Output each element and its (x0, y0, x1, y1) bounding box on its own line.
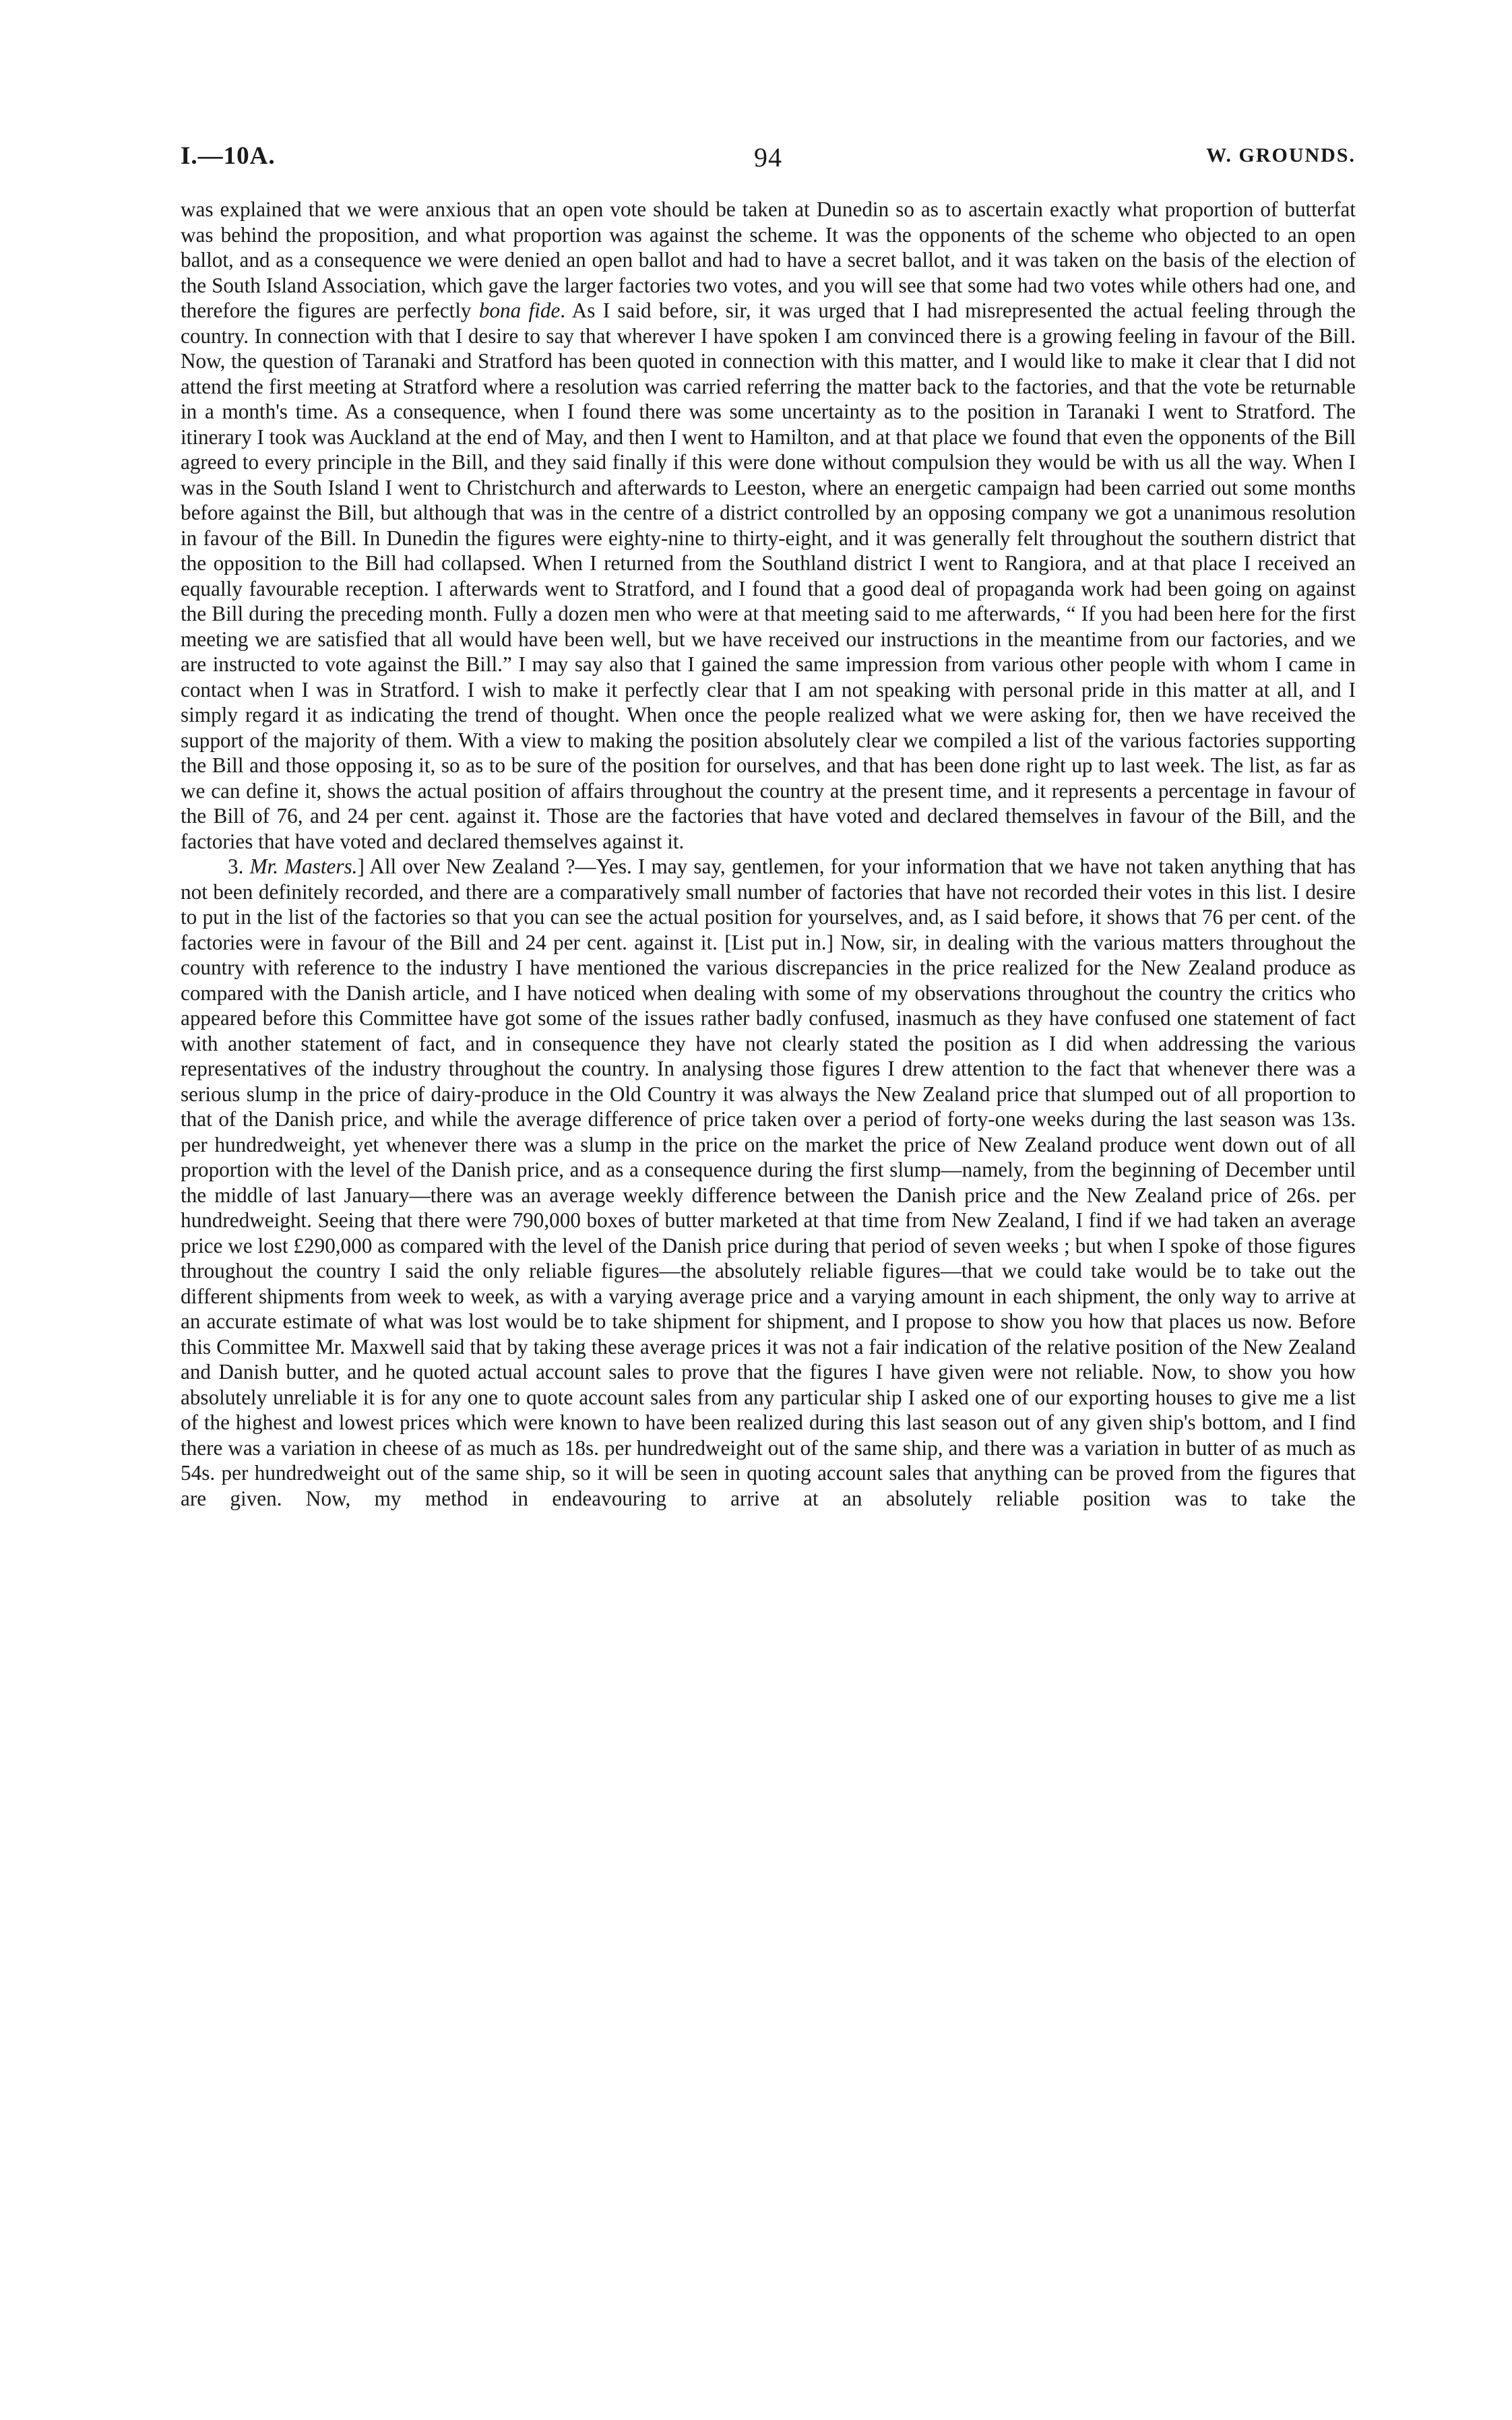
paragraph-text: All over New Zealand ?—Yes. I may say, gentlemen, for your information that we have not taken anything that has not been definitely recorded, and there are a comparatively small number of factories that have not recorded their votes in this list. I desire to put in the list of the factories so that you can see the actual position for yourselves, and, as I said before, it shows that 76 per cent. of the factories were in favour of the Bill and 24 per cent. against it. [List put in.] Now, sir, in dealing with the various matters throughout the country with reference to the industry I have mentioned the various discrepancies in the price realized for the New Zealand produce as compared with the Danish article, and I have noticed when dealing with some of my observations throughout the country the critics who appeared before this Committee have got some of the issues rather badly confused, inasmuch as they have confused one statement of fact with another statement of fact, and in consequence they have not clearly stated the position as I did when addressing the various representatives of the industry throughout the country. In analysing those figures I drew attention to the fact that whenever there was a serious slump in the price of dairy-produce in the Old Country it was always the New Zealand price that slumped out of all proportion to that of the Danish price, and while the average difference of price taken over a period of forty-one weeks during the last season was 13s. per hundredweight, yet whenever there was a slump in the price on the market the price of New Zealand produce went down out of all proportion with the level of the Danish price, and as a consequence during the first slump—namely, from the beginning of December until the middle of last January—there was an average weekly difference between the Danish price and the New Zealand price of 26s. per hundredweight. Seeing that there were 790,000 boxes of butter marketed at that time from New Zealand, I find if we had taken an average price we lost £290,000 as compared with the level of the Danish price during that period of seven weeks ; but when I spoke of those figures throughout the country I said the only reliable figures—the absolutely reliable figures—that we could take would be to take out the different shipments from week to week, as with a varying average price and a varying amount in each shipment, the only way to arrive at an accurate estimate of what was lost would be to take shipment for shipment, and I propose to show you how that places us now. Before this Committee Mr. Maxwell said that by taking these average prices it was not a fair indication of the relative position of the New Zealand and Danish butter, and he quoted actual account sales to prove that the figures I have given were not reliable. Now, to show you how absolutely unreliable it is for any one to quote account sales from any particular ship I asked one of our exporting houses to give me a list of the highest and lowest prices which were known to have been realized during this last season out of any given ship's bottom, and I find there was a variation in cheese of as much as 18s. per hundredweight out of the same ship, and there was a variation in butter of as much as 54s. per hundredweight out of the same ship, so it will be seen in quoting account sales that anything can be proved from the figures that are given. Now, my method in endeavouring to arrive at an absolutely reliable position was to take the (181, 855, 1356, 1510)
header-witness-name: W. GROUNDS. (1206, 144, 1356, 166)
body-text (181, 197, 1356, 1511)
page-header (181, 142, 1356, 182)
header-document-reference: I.—10A. (181, 142, 276, 170)
paragraph-text-after: . As I said before, sir, it was urged that I had misrepresented the actual feeling through the country. In connection with that I desire to say that wherever I have spoken I am convinced there is a growing feeling in favour of the Bill. Now, the question of Taranaki and Stratford has been quoted in connection with this matter, and I would like to make it clear that I did not attend the first meeting at Stratford where a resolution was carried referring the matter back to the factories, and that the vote be returnable in a month's time. As a consequence, when I found there was some uncertainty as to the position in Taranaki I went to Stratford. The itinerary I took was Auckland at the end of May, and then I went to Hamilton, and at that place we found that even the opponents of the Bill agreed to every principle in the Bill, and they said finally if this were done without compulsion they would be with us all the way. When I was in the South Island I went to Christchurch and afterwards to Leeston, where an energetic campaign had been carried out some months before against the Bill, but although that was in the centre of a district controlled by an opposing company we got a unanimous resolution in favour of the Bill. In Dunedin the figures were eighty-nine to thirty-eight, and it was generally felt throughout the southern district that the opposition to the Bill had collapsed. When I returned from the Southland district I went to Rangiora, and at that place I received an equally favourable reception. I afterwards went to Stratford, and I found that a good deal of propaganda work had been going on against the Bill during the preceding month. Fully a dozen men who were at that meeting said to me afterwards, “ If you had been here for the first meeting we are satisfied that all would have been well, but we have received our instructions in the meantime from our factories, and we are instructed to vote against the Bill.” I may say also that I gained the same impression from various other people with whom I came in contact when I was in Stratford. I wish to make it perfectly clear that I am not speaking with personal pride in this matter at all, and I simply regard it as indicating the trend of thought. When once the people realized what we were asking for, then we have received the support of the majority of them. With a view to making the position absolutely clear we compiled a list of the various factories supporting the Bill and those opposing it, so as to be sure of the position for ourselves, and that has been done right up to last week. The list, as far as we can define it, shows the actual position of affairs throughout the country at the present time, and it represents a percentage in favour of the Bill of 76, and 24 per cent. against it. Those are the factories that have voted and declared themselves in favour of the Bill, and the factories that have voted and declared themselves against it. (181, 299, 1356, 853)
speaker-name: Mr. Masters. (249, 855, 358, 878)
paragraph-text: was explained that we were anxious that an open vote should be taken at Dunedin so as to ascertain exactly what proportion of butterfat was behind the proposition, and what proportion was against the scheme. It was the opponents of the scheme who objected to an open ballot, and as a consequence we were denied an open ballot and had to have a secret ballot, and it was taken on the basis of the election of the South Island Association, which gave the larger factories two votes, and you will see that some had two votes while others had one, and therefore the figures are perfectly (181, 197, 1356, 322)
speaker-bracket: ] (357, 855, 365, 878)
italic-phrase: bona fide (478, 299, 561, 322)
paragraph-question-3 (181, 854, 1356, 1511)
document-page (181, 142, 1356, 1511)
question-number: 3. (228, 855, 250, 878)
paragraph-continuation (181, 197, 1356, 854)
page-number: 94 (754, 142, 782, 173)
